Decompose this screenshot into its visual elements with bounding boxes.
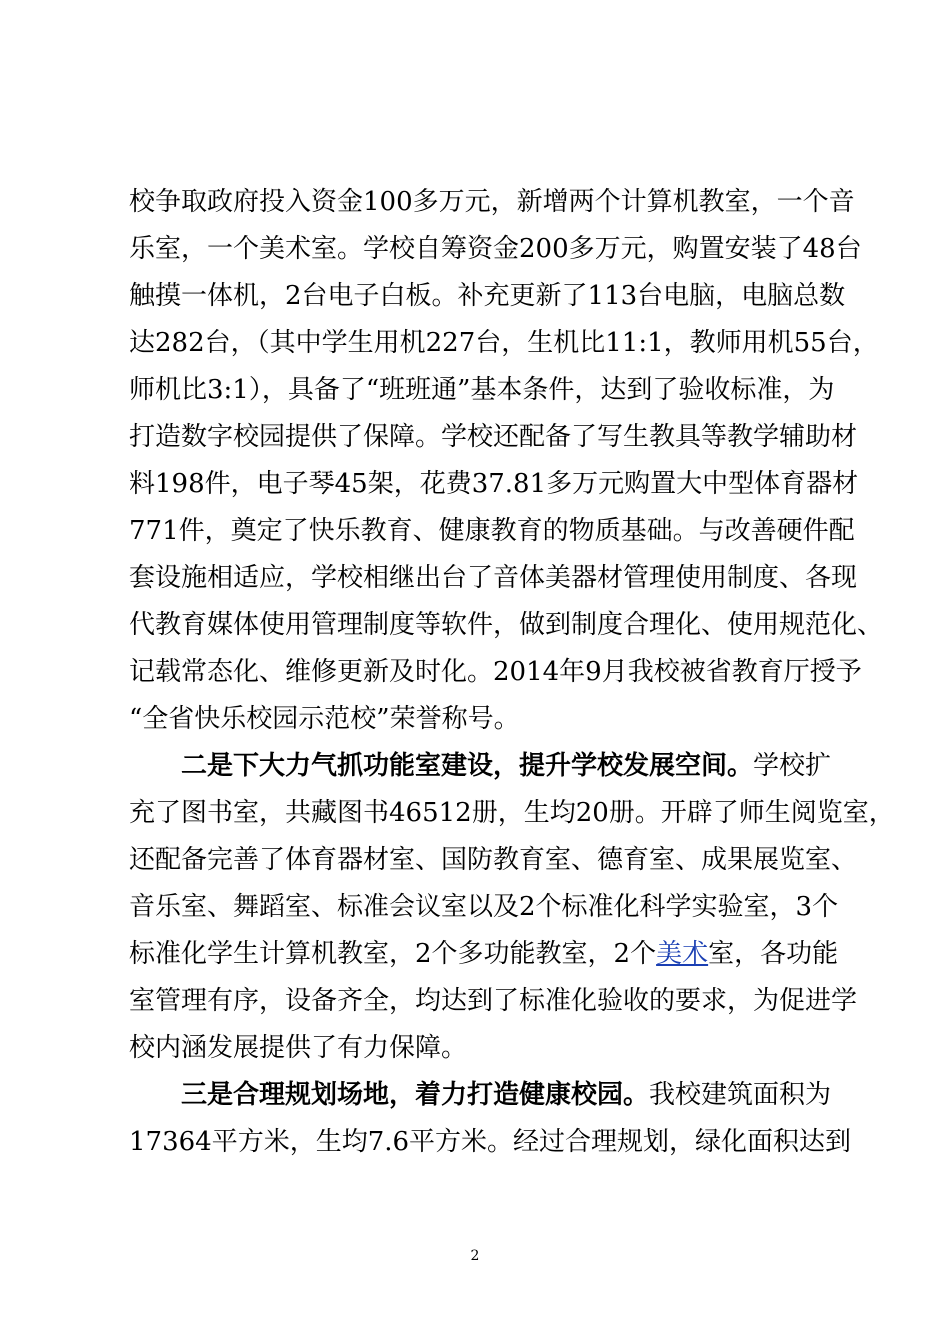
text-line: 17364平方米，生均7.6平方米。经过合理规划，绿化面积达到 (129, 1127, 852, 1157)
text-line: 打造数字校园提供了保障。学校还配备了写生教具等教学辅助材 (129, 422, 858, 452)
text-line: 乐室，一个美术室。学校自筹资金200多万元，购置安装了48台 (129, 234, 862, 264)
text-line-with-link (129, 939, 839, 969)
paragraph-heading-line (181, 751, 832, 781)
text-line: 还配备完善了体育器材室、国防教育室、德育室、成果展览室、 (129, 845, 858, 875)
section-heading: 二是下大力气抓功能室建设，提升学校发展空间。 (181, 751, 754, 781)
text-line: 达282台，（其中学生用机227台，生机比11:1，教师用机55台， (129, 328, 879, 358)
text-line: 记载常态化、维修更新及时化。2014年9月我校被省教育厅授予 (129, 657, 862, 687)
text-line: 校争取政府投入资金100多万元，新增两个计算机教室，一个音 (129, 187, 855, 217)
page-number: 2 (470, 1248, 480, 1264)
text-line: 771件，奠定了快乐教育、健康教育的物质基础。与改善硬件配 (129, 516, 855, 546)
text-line: 触摸一体机，2台电子白板。补充更新了113台电脑，电脑总数 (129, 281, 846, 311)
text-line: 师机比3:1），具备了“班班通”基本条件，达到了验收标准，为 (129, 375, 835, 405)
art-room-link[interactable]: 美术 (656, 939, 709, 969)
text-line: 充了图书室，共藏图书46512册，生均20册。开辟了师生阅览室， (129, 798, 895, 828)
text-line: 音乐室、舞蹈室、标准会议室以及2个标准化科学实验室，3个 (129, 892, 839, 922)
text-line: “全省快乐校园示范校”荣誉称号。 (129, 704, 520, 734)
text-span: 标准化学生计算机教室，2个多功能教室，2个 (129, 939, 657, 969)
text-line: 代教育媒体使用管理制度等软件，做到制度合理化、使用规范化、 (129, 610, 884, 640)
section-heading: 三是合理规划场地，着力打造健康校园。 (181, 1080, 650, 1110)
text-line: 校内涵发展提供了有力保障。 (129, 1033, 468, 1063)
text-line: 室管理有序，设备齐全，均达到了标准化验收的要求，为促进学 (129, 986, 858, 1016)
text-line: 套设施相适应，学校相继出台了音体美器材管理使用制度、各现 (129, 563, 858, 593)
text-span: 室，各功能 (708, 939, 839, 969)
paragraph-heading-line (181, 1080, 832, 1110)
text-span: 我校建筑面积为 (649, 1080, 832, 1110)
text-span: 学校扩 (753, 751, 832, 781)
text-line: 料198件，电子琴45架，花费37.81多万元购置大中型体育器材 (129, 469, 859, 499)
